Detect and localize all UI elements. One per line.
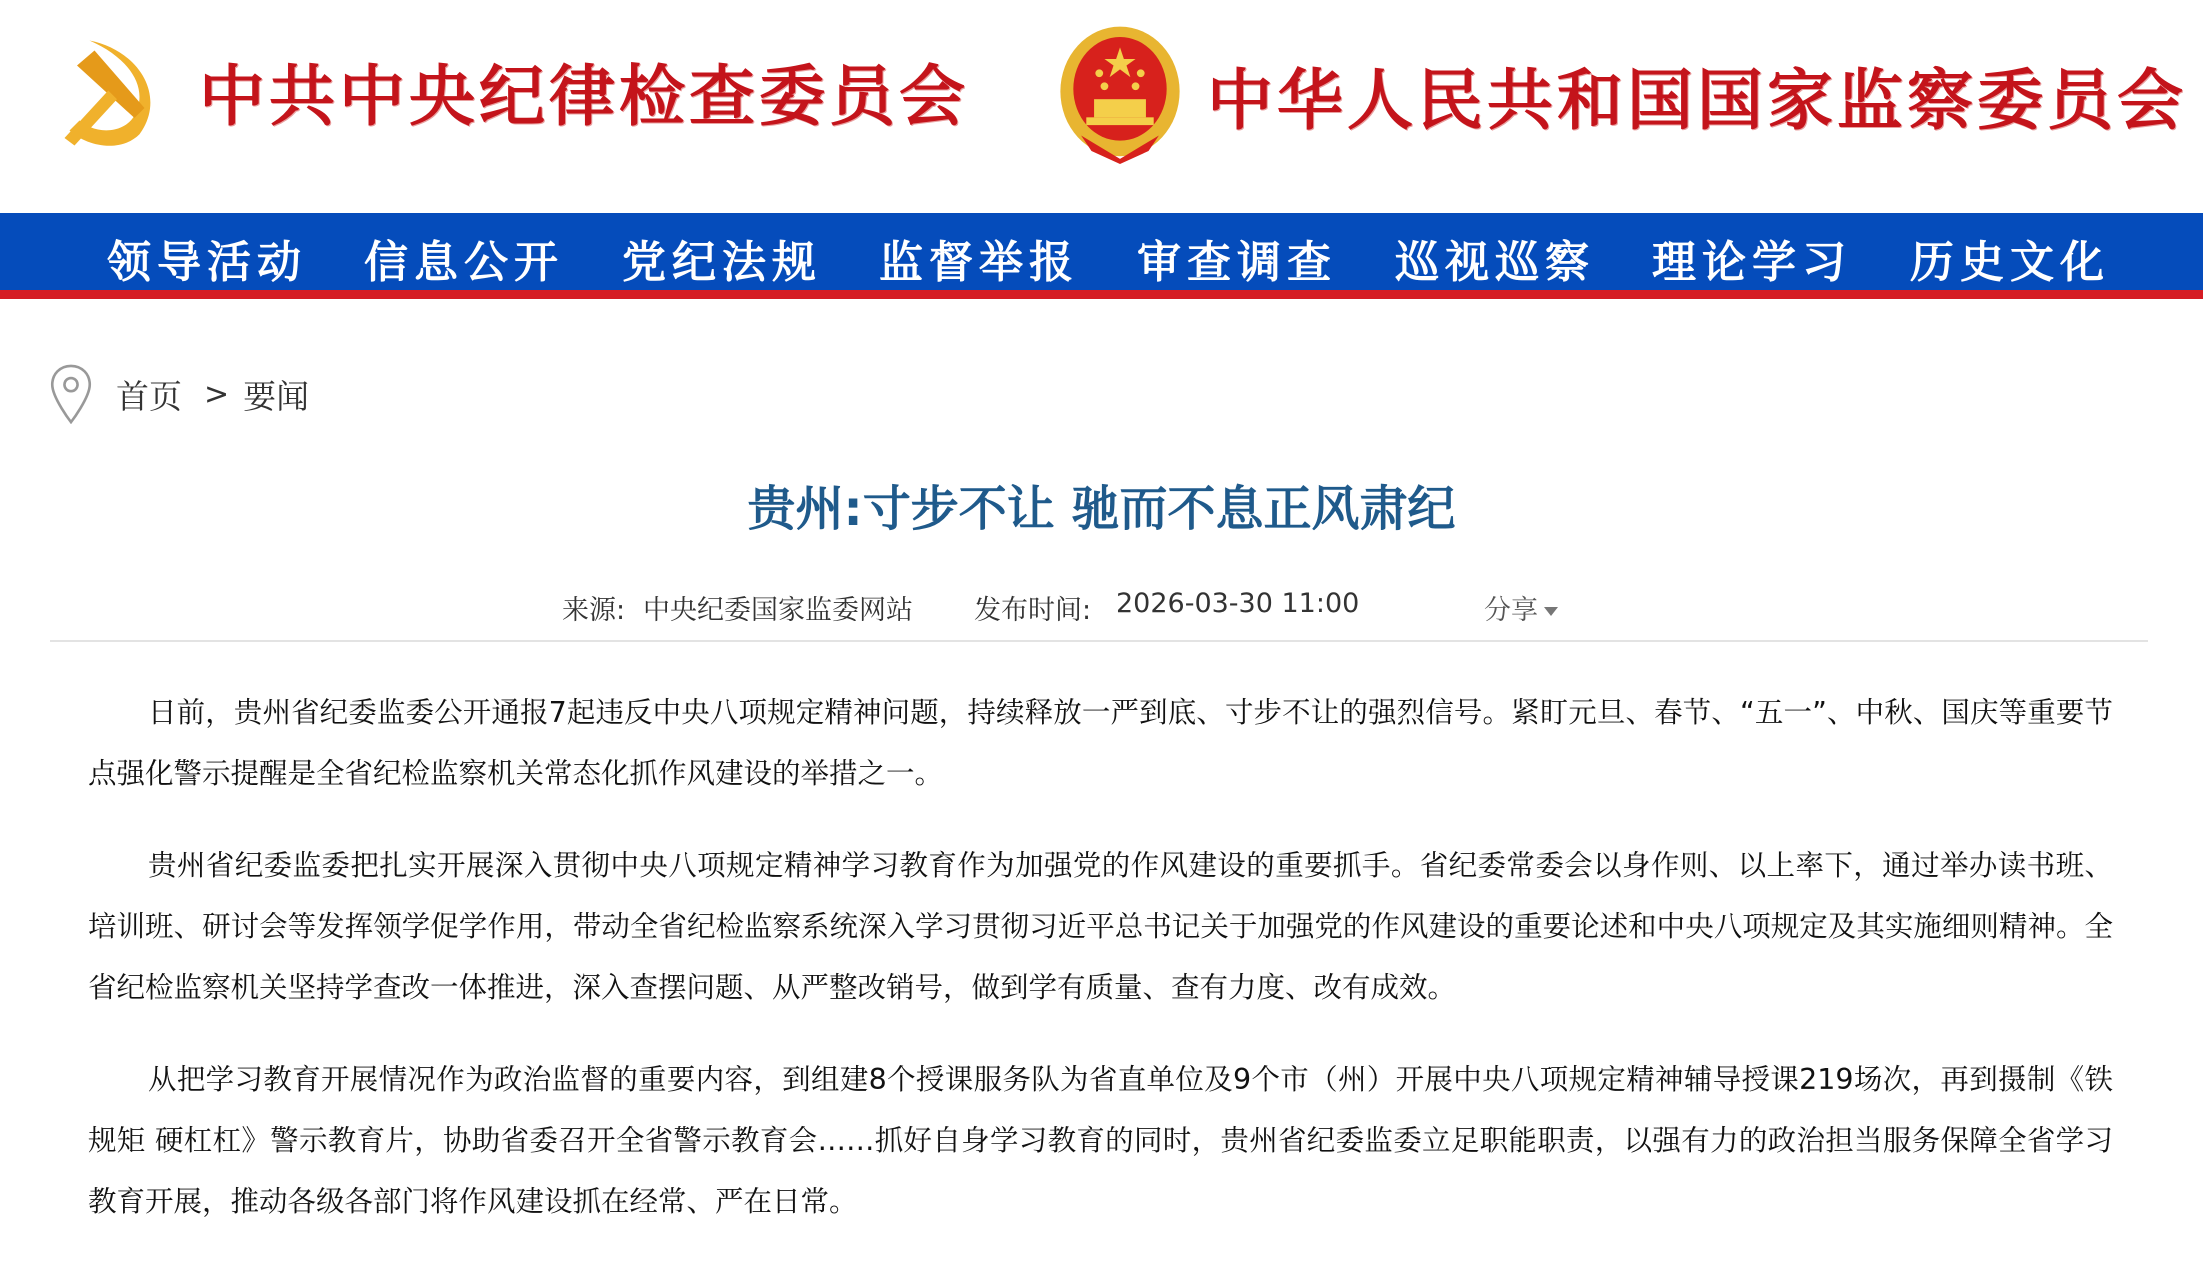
paragraph: 从把学习教育开展情况作为政治监督的重要内容，到组建8个授课服务队为省直单位及9个市（州）开展中央八项规定精神辅导授课219场次，再到摄制《铁规矩 硬杠杠》警示教育片，协助省委召开全省警示教育会……抓好自身学习教育的同时，贵州省纪委监委立足职能职责，以强有力的政治担当服务保障全省学习教育开展，推动各级各部门将作风建设抓在经常、严在日常。 (88, 1063, 2113, 1218)
article-body (88, 682, 2113, 1263)
share-button[interactable] (1484, 588, 1558, 627)
breadcrumb-current[interactable]: 要闻 (243, 376, 310, 416)
divider (50, 640, 2148, 642)
share-label: 分享 (1484, 595, 1538, 626)
breadcrumb-separator: > (204, 376, 230, 412)
publish-time-label: 发布时间: (974, 595, 1092, 626)
ccdi-logo[interactable] (52, 28, 969, 153)
breadcrumb (48, 364, 309, 424)
nav-item-leadership[interactable]: 领导活动 (107, 237, 307, 288)
nsc-logo[interactable] (1055, 24, 2187, 164)
nav-item-regulations[interactable]: 党纪法规 (622, 237, 822, 288)
ccdi-logo-text: 中共中央纪律检查委员会 (199, 57, 969, 135)
nsc-logo-text: 中华人民共和国国家监察委员会 (1207, 60, 2187, 139)
nav-item-history[interactable]: 历史文化 (1910, 237, 2110, 288)
national-emblem-icon (1055, 24, 1185, 164)
publish-time: 2026-03-30 11:00 (1116, 588, 1360, 619)
article-source: 中央纪委国家监委网站 (643, 595, 913, 626)
nav-item-report[interactable]: 监督举报 (879, 237, 1079, 288)
nav-item-theory[interactable]: 理论学习 (1652, 237, 1852, 288)
paragraph: 贵州省纪委监委把扎实开展深入贯彻中央八项规定精神学习教育作为加强党的作风建设的重要抓手。省纪委常委会以身作则、以上率下，通过举办读书班、培训班、研讨会等发挥领学促学作用，带动全省纪检监察系统深入学习贯彻习近平总书记关于加强党的作风建设的重要论述和中央八项规定及其实施细则精神。全省纪检监察机关坚持学查改一体推进，深入查摆问题、从严整改销号，做到学有质量、查有力度、改有成效。 (88, 849, 2113, 1004)
nav-item-info[interactable]: 信息公开 (364, 237, 564, 288)
nav-item-investigation[interactable]: 审查调查 (1137, 237, 1337, 288)
breadcrumb-home[interactable]: 首页 (116, 376, 182, 416)
site-header (0, 0, 2203, 213)
paragraph: 日前，贵州省纪委监委公开通报7起违反中央八项规定精神问题，持续释放一严到底、寸步不让的强烈信号。紧盯元旦、春节、“五一”、中秋、国庆等重要节点强化警示提醒是全省纪检监察机关常态化抓作风建设的举措之一。 (88, 696, 2113, 790)
source-label: 来源: (562, 595, 626, 626)
location-pin-icon (48, 364, 94, 424)
party-emblem-icon (52, 28, 177, 153)
main-nav (0, 213, 2203, 299)
nav-item-inspection[interactable]: 巡视巡察 (1395, 237, 1595, 288)
chevron-down-icon (1544, 607, 1558, 616)
article-title: 贵州:寸步不让 驰而不息正风肃纪 (747, 481, 1456, 537)
